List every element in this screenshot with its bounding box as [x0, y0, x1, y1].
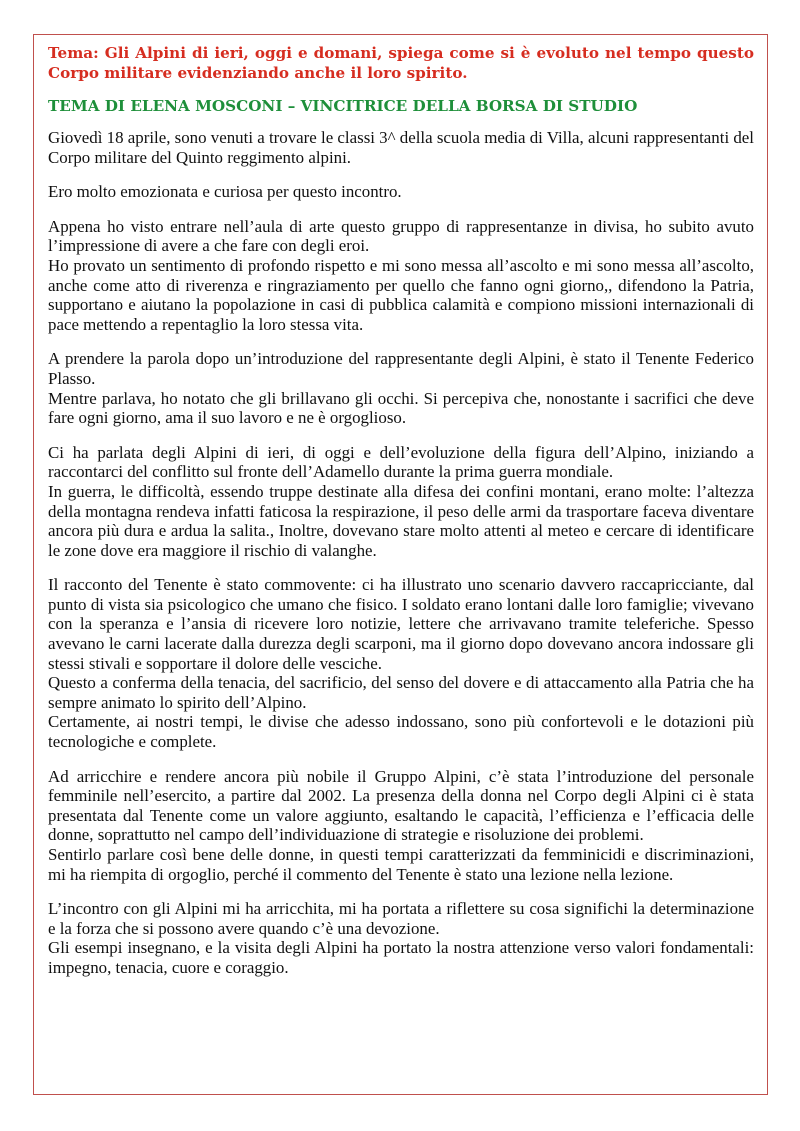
paragraph-6 [48, 575, 754, 751]
text-line: Certamente, ai nostri tempi, le divise che adesso indossano, sono più confortevoli e le dotazioni più tecnologiche e complete. [48, 712, 754, 752]
paragraph-1 [48, 128, 754, 167]
paragraph-4 [48, 349, 754, 427]
text-line: Ci ha parlata degli Alpini di ieri, di oggi e dell’evoluzione della figura dell’Alpino, iniziando a raccontarci del conflitto sul fronte dell’Adamello durante la prima guerra mondiale. [48, 442, 754, 482]
paragraph-5 [48, 443, 754, 561]
text-line: Ad arricchire e rendere ancora più nobile il Gruppo Alpini, c’è stata l’introduzione del personale femminile nell’esercito, a partire dal 2002. La presenza della donna nel Corpo degli Alpini ci è stata presentata dal Tenente come un valore aggiunto, esaltando le capacità, l’efficienza e l’efficacia delle donne, soprattutto nel campo dell’individuazione di strategie e risoluzione dei problemi. [48, 766, 754, 845]
text-line: L’incontro con gli Alpini mi ha arricchita, mi ha portata a riflettere su cosa significhi la determinazione e la forza che si possono avere quando c’è una devozione. [48, 899, 754, 938]
paragraph-7 [48, 767, 754, 885]
document-title: Tema: Gli Alpini di ieri, oggi e domani, spiega come si è evoluto nel tempo questo Corpo militare evidenziando anche il loro spirito. [48, 44, 754, 82]
text-line: Il racconto del Tenente è stato commovente: ci ha illustrato uno scenario davvero raccapricciante, dal punto di vista sia psicologico che umano che fisico. I soldato erano lontani dalle loro famiglie; vivevano con la speranza e l’ansia di ricevere loro notizie, lettere che arrivavano tramite teleferiche. Spesso avevano le carni lacerate dalla durezza degli scarponi, ma il giorno dopo dovevano ancora indossare gli stessi stivali e sopportare il dolore delle vesciche. [48, 575, 754, 673]
paragraph-2 [48, 182, 754, 202]
paragraph-8 [48, 899, 754, 977]
text-line: Ho provato un sentimento di profondo rispetto e mi sono messa all’ascolto e mi sono messa all’ascolto, anche come atto di riverenza e ringraziamento per quello che fanno ogni giorno,, difendono la Patria, supportano e aiutano la popolazione in casi di pubblica calamità e compiono missioni internazionali di pace mettendo a repentaglio la loro stessa vita. [48, 255, 754, 334]
text-line: A prendere la parola dopo un’introduzione del rappresentante degli Alpini, è stato il Tenente Federico Plasso. [48, 349, 754, 388]
text-line: Gli esempi insegnano, e la visita degli Alpini ha portato la nostra attenzione verso valori fondamentali: impegno, tenacia, cuore e coraggio. [48, 938, 754, 977]
document-subtitle: TEMA DI ELENA MOSCONI – VINCITRICE DELLA BORSA DI STUDIO [48, 97, 638, 115]
text-line: Giovedì 18 aprile, sono venuti a trovare le classi 3^ della scuola media di Villa, alcuni rappresentanti del Corpo militare del Quinto reggimento alpini. [48, 128, 754, 167]
text-line: In guerra, le difficoltà, essendo truppe destinate alla difesa dei confini montani, erano molte: l’altezza della montagna rendeva infatti faticosa la respirazione, il peso delle armi da trasportare faceva diventare ancora più dura e ardua la salita., Inoltre, dovevano stare molto attenti al meteo e cercare di identificare le zone dove era maggiore il rischio di valanghe. [48, 481, 754, 560]
text-line: Questo a conferma della tenacia, del sacrificio, del senso del dovere e di attaccamento alla Patria che ha sempre animato lo spirito dell’Alpino. [48, 673, 754, 712]
text-line: Mentre parlava, ho notato che gli brillavano gli occhi. Si percepiva che, nonostante i sacrifici che deve fare ogni giorno, ama il suo lavoro e ne è orgoglioso. [48, 388, 754, 428]
text-line: Sentirlo parlare così bene delle donne, in questi tempi caratterizzati da femminicidi e discriminazioni, mi ha riempita di orgoglio, perché il commento del Tenente è stato una lezione nella lezione. [48, 845, 754, 884]
text-line: Ero molto emozionata e curiosa per questo incontro. [48, 182, 402, 202]
text-line: Appena ho visto entrare nell’aula di arte questo gruppo di rappresentanze in divisa, ho subito avuto l’impressione di avere a che fare con degli eroi. [48, 216, 754, 256]
document-body [48, 43, 754, 993]
paragraph-3 [48, 217, 754, 335]
